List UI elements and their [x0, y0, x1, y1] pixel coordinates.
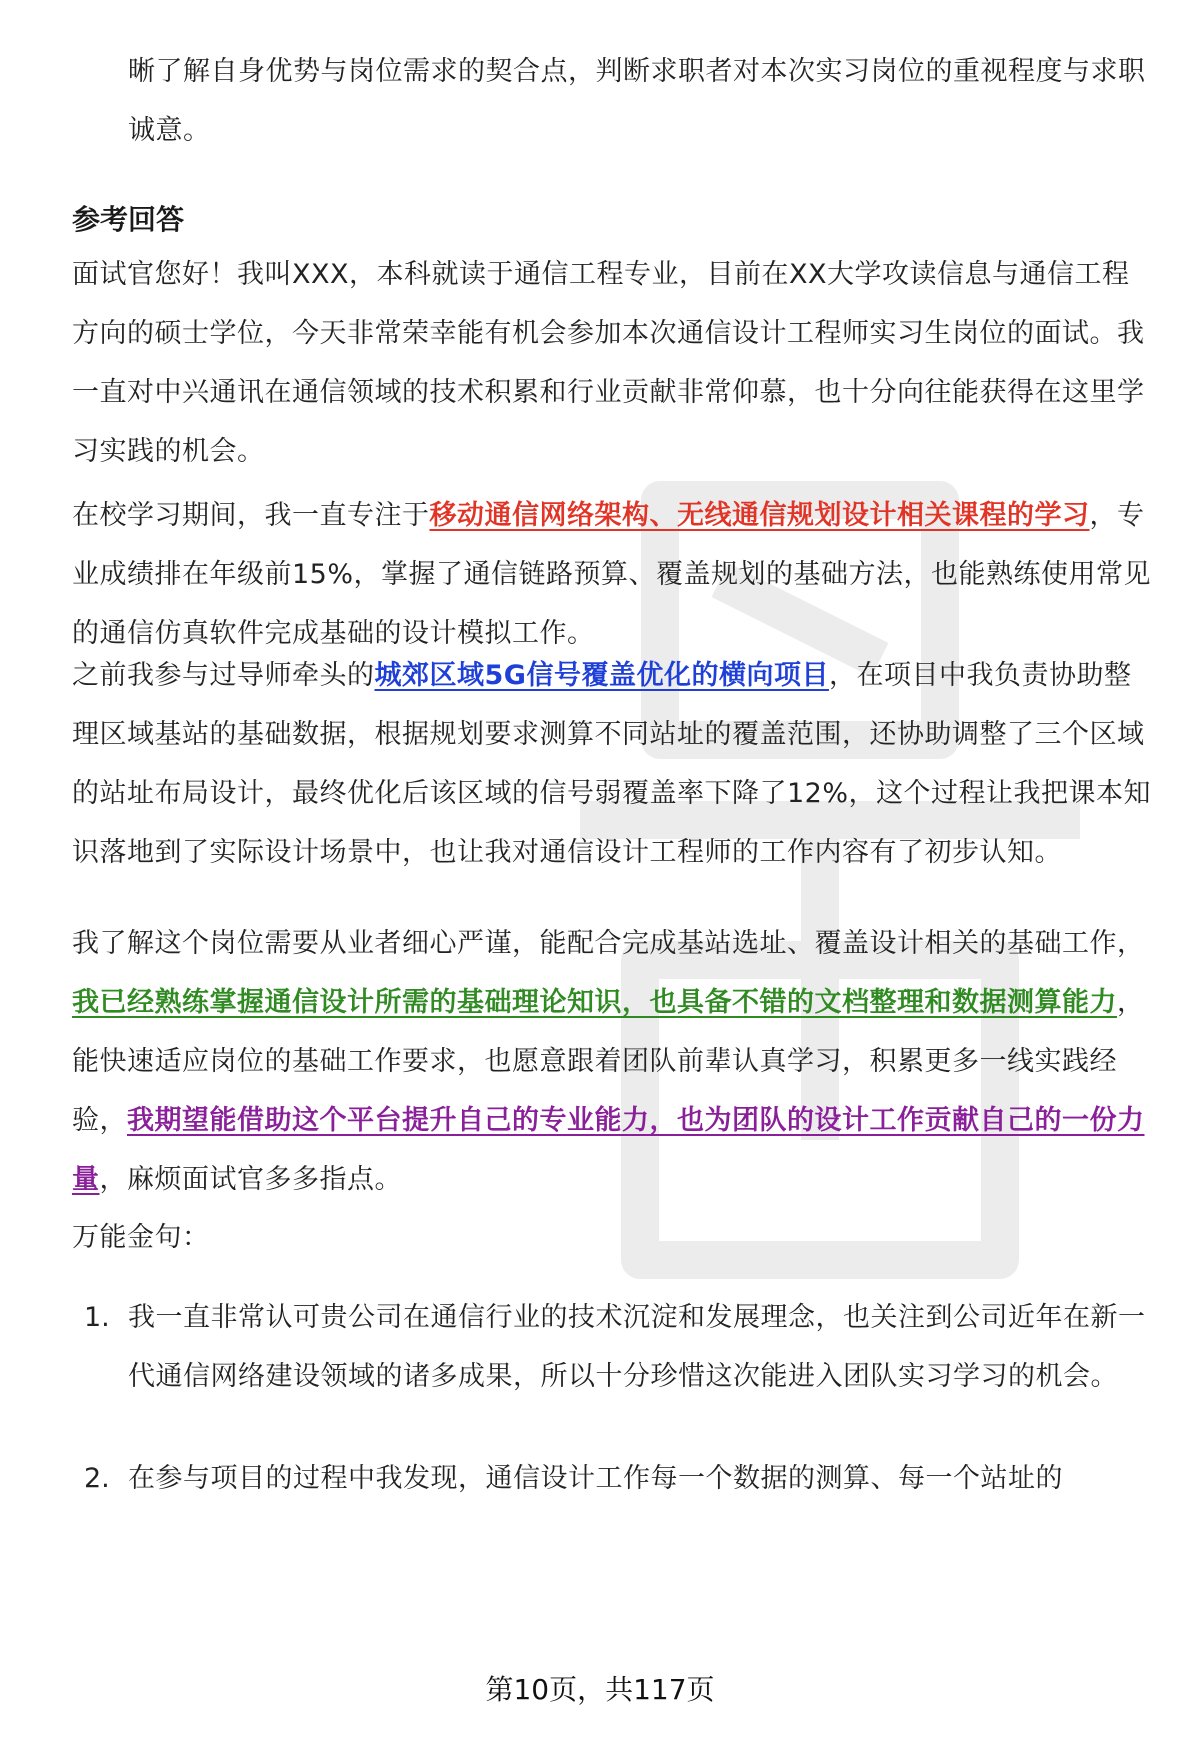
golden-list-item-1: [72, 1288, 1156, 1406]
page-footer: 第10页，共117页: [485, 1673, 715, 1706]
list-number: 2.: [84, 1463, 110, 1494]
answer-paragraph-4-post: ，麻烦面试官多多指点。: [99, 1164, 402, 1195]
highlight-project: 城郊区域5G信号覆盖优化的横向项目: [374, 660, 829, 691]
answer-paragraph-3-post: ，在项目中我负责协助整理区域基站的基础数据，根据规划要求测算不同站址的覆盖范围，还协助调整了三个区域的站址布局设计，最终优化后该区域的信号弱覆盖率下降了12%，这个过程让我把课本知识落地到了实际设计场景中，也让我对通信设计工程师的工作内容有了初步认知。: [72, 660, 1152, 868]
list-text: 我一直非常认可贵公司在通信行业的技术沉淀和发展理念，也关注到公司近年在新一代通信网络建设领域的诸多成果，所以十分珍惜这次能进入团队实习学习的机会。: [128, 1302, 1146, 1392]
golden-sentences-title: 万能金句：: [72, 1222, 210, 1253]
answer-paragraph-1: 面试官您好！我叫XXX，本科就读于通信工程专业，目前在XX大学攻读信息与通信工程方向的硕士学位，今天非常荣幸能有机会参加本次通信设计工程师实习生岗位的面试。我一直对中兴通讯在通信领域的技术积累和行业贡献非常仰慕，也十分向往能获得在这里学习实践的机会。: [72, 259, 1145, 467]
answer-paragraph-4-pre: 我了解这个岗位需要从业者细心严谨，能配合完成基站选址、覆盖设计相关的基础工作，: [72, 928, 1145, 959]
answer-paragraph-2-pre: 在校学习期间，我一直专注于: [72, 500, 430, 531]
list-number: 1.: [84, 1302, 110, 1333]
highlight-aspiration: 我期望能借助这个平台提升自己的专业能力，也为团队的设计工作贡献自己的一份力量: [72, 1105, 1145, 1195]
highlight-skills: 我已经熟练掌握通信设计所需的基础理论知识，也具备不错的文档整理和数据测算能力: [72, 987, 1117, 1018]
list-text: 在参与项目的过程中我发现，通信设计工作每一个数据的测算、每一个站址的: [128, 1463, 1063, 1494]
section-heading: 参考回答: [72, 203, 185, 236]
golden-list-item-2: [72, 1449, 1156, 1508]
answer-paragraph-3-pre: 之前我参与过导师牵头的: [72, 660, 375, 691]
answer-paragraph-2-post: ，专业成绩排在年级前15%，掌握了通信链路预算、覆盖规划的基础方法，也能熟练使用常见的通信仿真软件完成基础的设计模拟工作。: [72, 500, 1152, 649]
answer-paragraph-2: [72, 486, 1156, 663]
answer-paragraph-4-mid: ，能快速适应岗位的基础工作要求，也愿意跟着团队前辈认真学习，积累更多一线实践经验，: [72, 987, 1145, 1136]
answer-paragraph-4: [72, 914, 1156, 1209]
intro-tail-paragraph: 晰了解自身优势与岗位需求的契合点，判断求职者对本次实习岗位的重视程度与求职诚意。: [128, 56, 1146, 146]
highlight-courses: 移动通信网络架构、无线通信规划设计相关课程的学习: [429, 500, 1090, 531]
answer-paragraph-3: [72, 646, 1156, 882]
